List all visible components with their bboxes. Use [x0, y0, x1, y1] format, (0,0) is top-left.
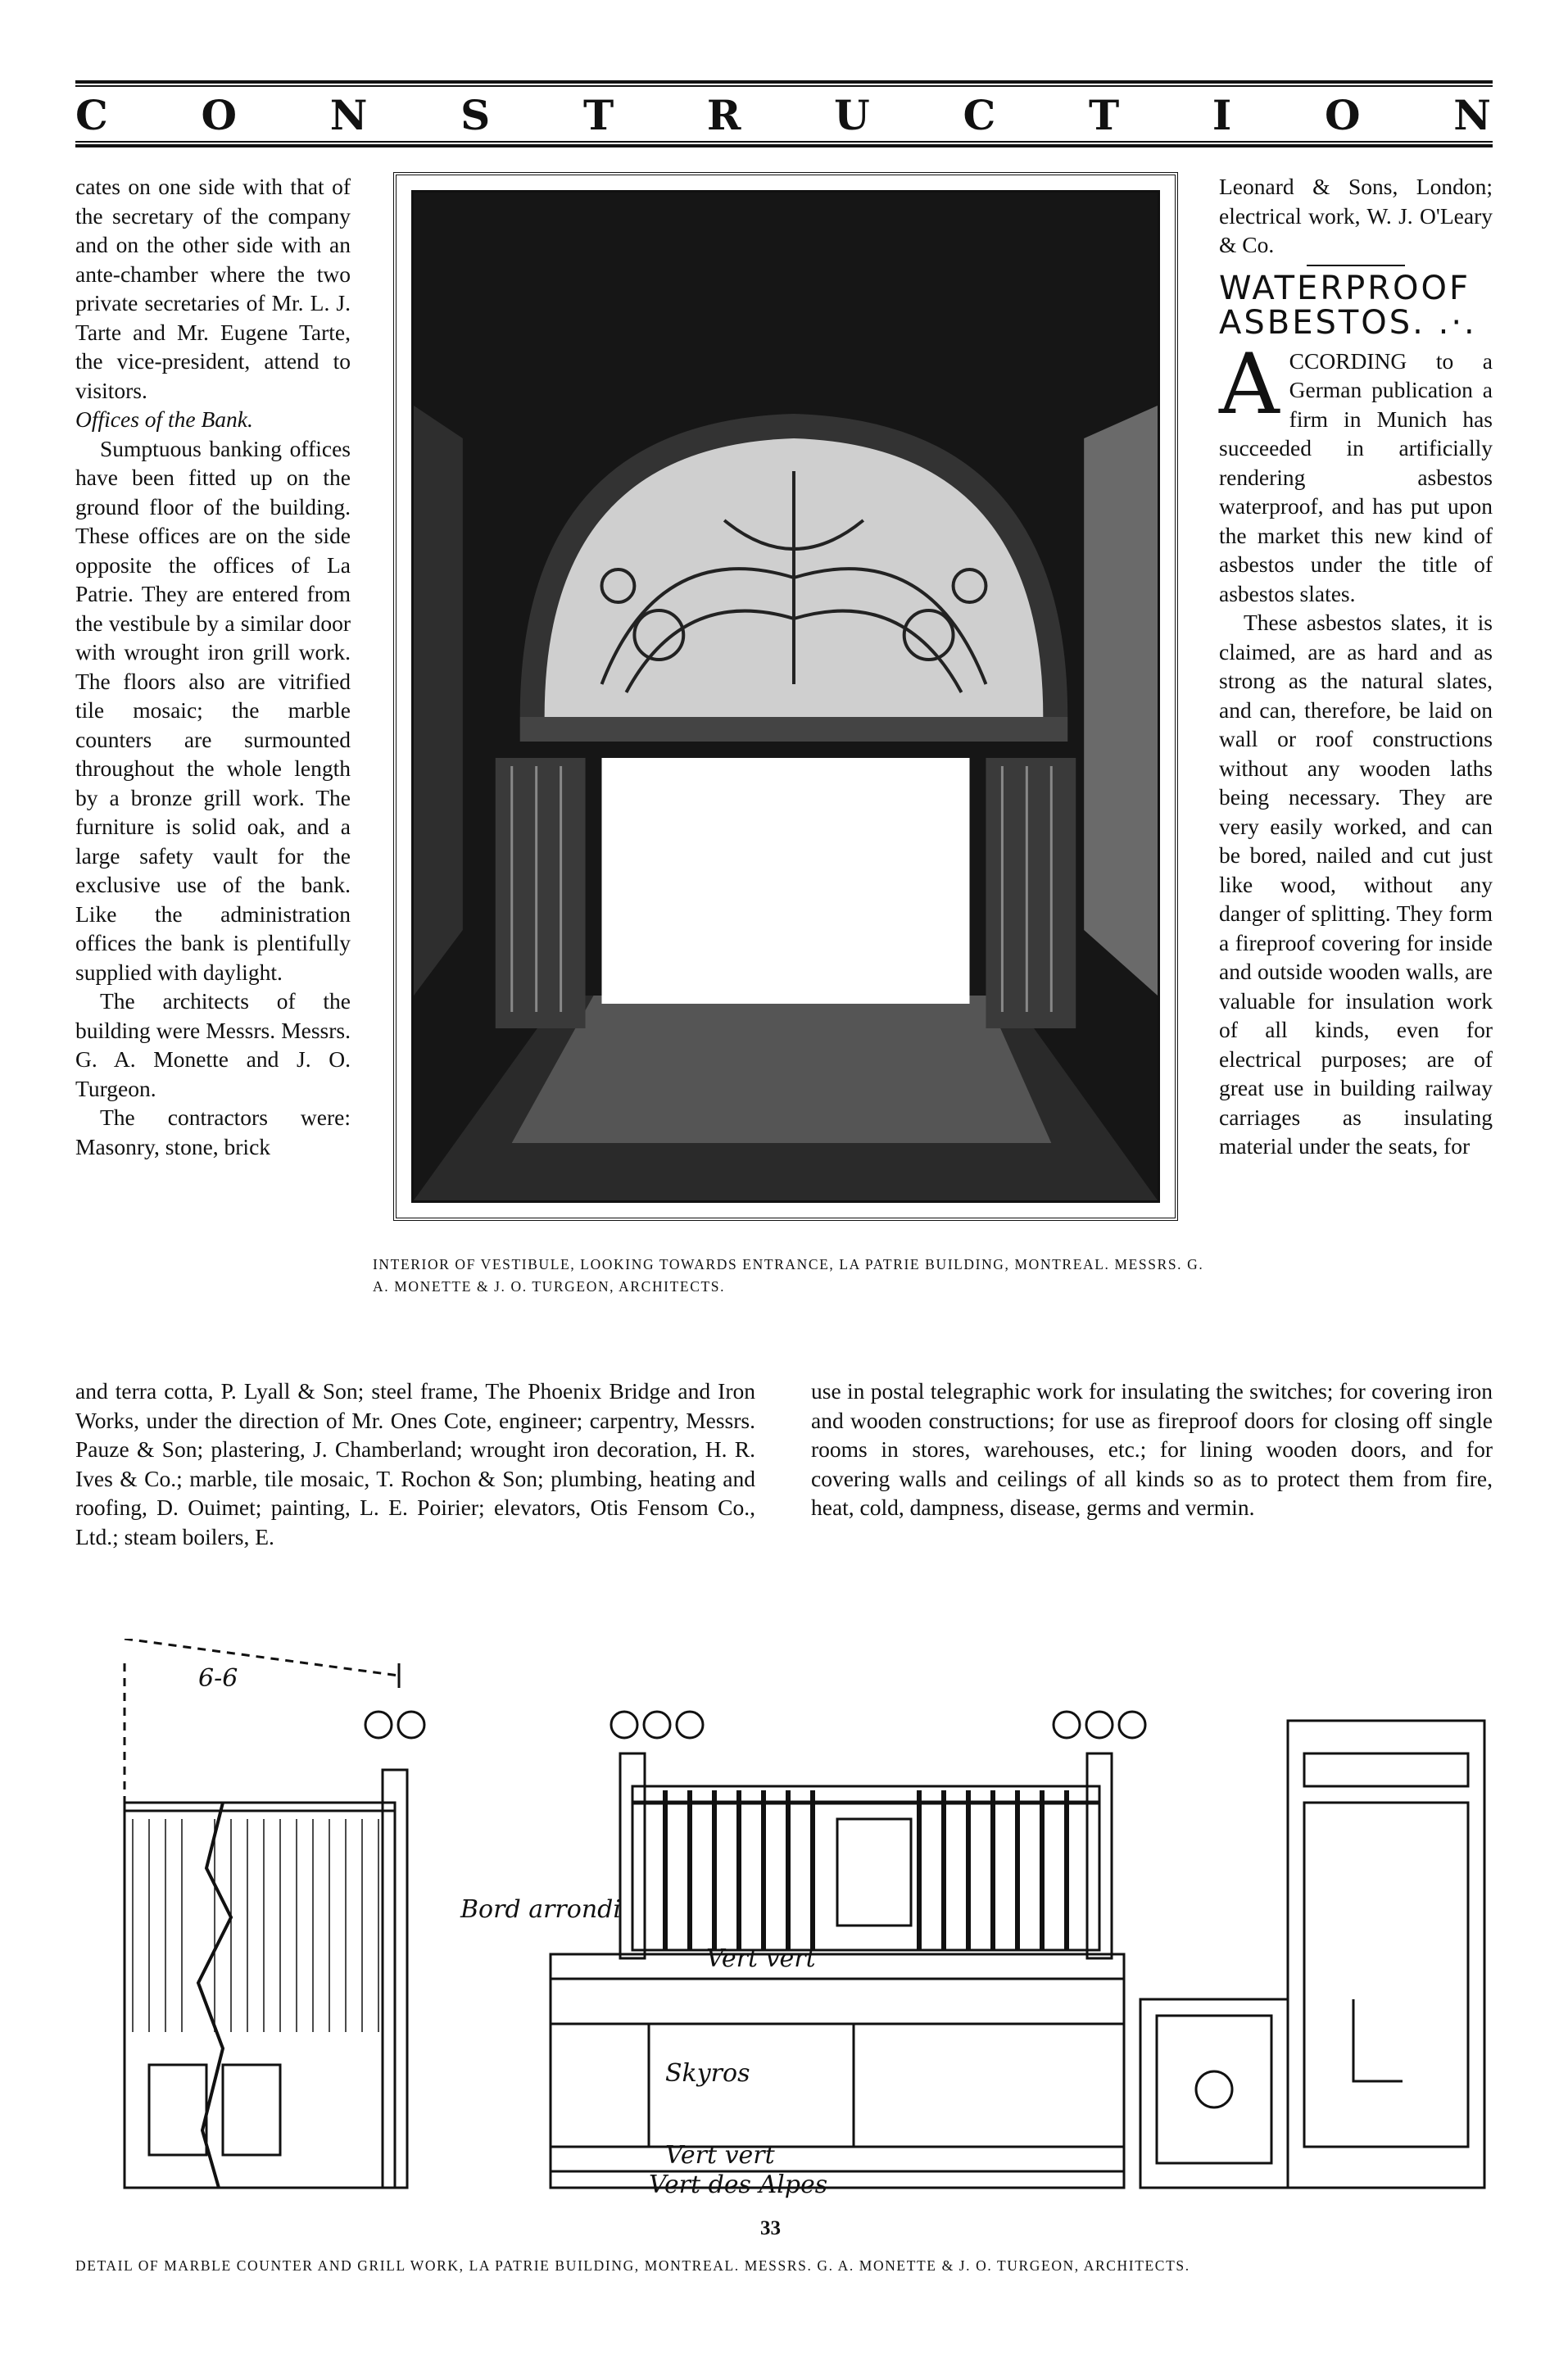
masthead-letter: R — [706, 90, 743, 139]
right-paragraph-3: These asbestos slates, it is claimed, are as hard and as strong as the natural slates, and can, therefore, be laid on wall or roof constructions without any wooden laths being necessary. They are very easily worked, and can be bored, nailed and cut just like wood, without any danger of splitting. They form a fireproof covering for inside and outside wooden walls, are valuable for insulation work of all kinds, even for electrical purposes; are of great use in building railway carriages as insulating material under the seats, for — [1219, 610, 1493, 1159]
masthead-letter: I — [1212, 90, 1234, 139]
waterproof-asbestos-heading: WATERPROOF ASBESTOS. .·. — [1219, 269, 1477, 342]
masthead-letter: O — [1325, 90, 1362, 139]
right-bottom-text — [811, 1377, 1493, 1522]
masthead-letter: O — [201, 90, 239, 139]
left-paragraph-4: The contractors were: Masonry, stone, brick — [75, 1105, 351, 1159]
masthead-letter: T — [1088, 90, 1122, 139]
marble-counter-drawing — [75, 1639, 1501, 2229]
masthead-letter: N — [1453, 90, 1493, 139]
right-paragraph-4: use in postal telegraphic work for insulating the switches; for covering iron and wooden constructions; for use as fireproof doors for closing off single rooms in stores, warehouses, etc.; for lining wooden doors, and for covering walls and ceilings of all kinds so as to protect them from fire, heat, cold, dampness, disease, germs and vermin. — [811, 1378, 1493, 1520]
masthead-bottom-rule-thin — [75, 141, 1493, 143]
left-paragraph-5: and terra cotta, P. Lyall & Son; steel frame, The Phoenix Bridge and Iron Works, under the direction of Mr. Ones Cote, engineer; carpentry, Messrs. Pauze & Son; plastering, J. Chamberland; wrought iron decoration, H. R. Ives & Co.; marble, tile mosaic, T. Rochon & Son; plumbing, heating and roofing, D. Ouimet; painting, L. E. Poirier; elevators, Otis Fensom Co., Ltd.; steam boilers, E. — [75, 1378, 755, 1549]
masthead-top-rule — [75, 80, 1493, 84]
page-number: 33 — [760, 2217, 781, 2239]
masthead-letter: C — [963, 90, 998, 139]
left-bottom-text — [75, 1377, 755, 1551]
drawing-caption: DETAIL OF MARBLE COUNTER AND GRILL WORK, LA PATRIE BUILDING, MONTREAL. MESSRS. G. A. MONETTE & J. O. TURGEON, ARCHITECTS. — [75, 2257, 1190, 2274]
dimension-label: 6-6 — [198, 1664, 238, 1693]
right-paragraph-2: ACCORDING to a German publication a firm in Munich has succeeded in artificially rendering asbestos waterproof, and has put upon the market this new kind of asbestos under the title of asbestos slates. — [1219, 335, 1493, 606]
vert-vert-label-top: Vert vert — [706, 1944, 816, 1973]
vestibule-illustration — [414, 193, 1158, 1200]
masthead-top-rule-thin — [75, 85, 1493, 87]
masthead-letter: U — [834, 90, 872, 139]
masthead — [75, 90, 1493, 139]
skyros-label: Skyros — [665, 2059, 750, 2088]
masthead-bottom-rule — [75, 144, 1493, 147]
left-paragraph-1: cates on one side with that of the secretary of the company and on the other side with an ante-chamber where the two private secretaries of Mr. L. J. Tarte and Mr. Eugene Tarte, the vice-president, attend to visitors. — [75, 174, 351, 403]
right-paragraph-1: Leonard & Sons, London; electrical work, W. J. O'Leary & Co. — [1219, 174, 1493, 257]
vestibule-photo-frame — [393, 172, 1178, 1221]
left-paragraph-2: Sumptuous banking offices have been fitted up on the ground floor of the building. These offices are on the side opposite the offices of La Patrie. They are entered from the vestibule by a similar door with wrought iron grill work. The floors also are vitrified tile mosaic; the marble counters are surmounted throughout the whole length by a bronze grill work. The furniture is solid oak, and a large safety vault for the exclusive use of the bank. Like the administration offices the bank is plentifully supplied with daylight. — [75, 435, 351, 985]
left-paragraph-3: The architects of the building were Messrs. Messrs. G. A. Monette and J. O. Turgeon. — [75, 988, 351, 1101]
vert-des-alpes-label: Vert des Alpes — [649, 2171, 828, 2199]
photo-caption: INTERIOR OF VESTIBULE, LOOKING TOWARDS ENTRANCE, LA PATRIE BUILDING, MONTREAL. MESSRS. G. A. MONETTE & J. O. TURGEON, ARCHITECTS. — [373, 1256, 1204, 1295]
right-column — [1219, 172, 1493, 1161]
bord-arrondi-label: Bord arrondi — [460, 1895, 621, 1924]
left-column — [75, 172, 351, 1161]
masthead-letter: S — [460, 90, 492, 139]
masthead-letter: C — [75, 90, 110, 139]
vert-vert-label-bottom: Vert vert — [665, 2141, 775, 2170]
drop-cap: A — [1219, 335, 1280, 433]
section-divider — [1307, 265, 1405, 266]
masthead-letter: N — [329, 90, 369, 139]
masthead-letter: T — [582, 90, 616, 139]
vestibule-photo — [411, 190, 1160, 1203]
left-subhead: Offices of the Bank. — [75, 406, 253, 432]
